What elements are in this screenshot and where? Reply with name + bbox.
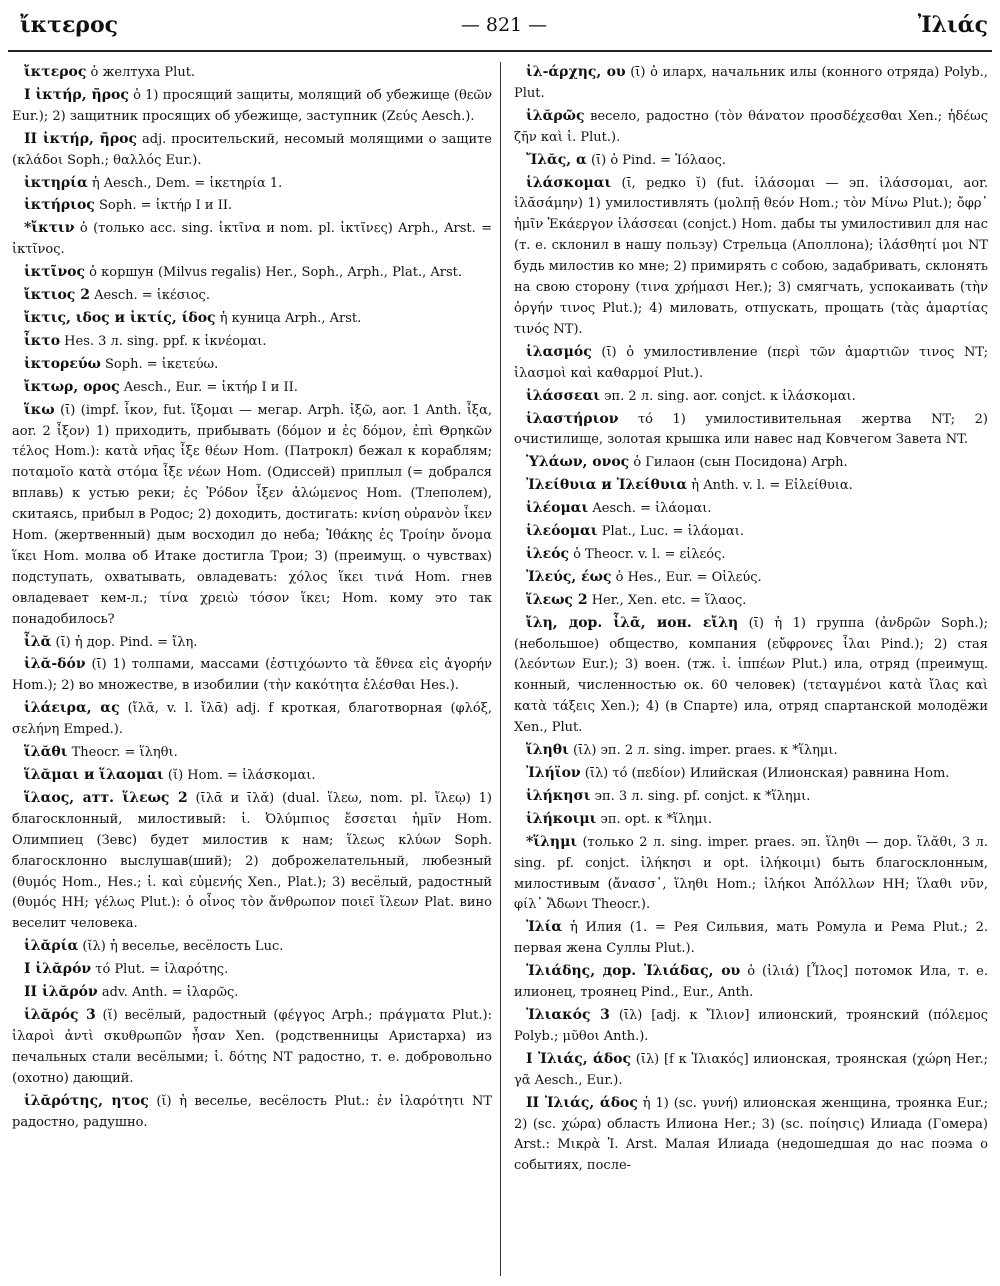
entry-headword: ἱλήκησι: [526, 787, 591, 804]
entry-definition: (ῑλ) эп. 2 л. sing. imper. praes. к *ἵλημι.: [568, 743, 838, 759]
dictionary-entry: [12, 1091, 492, 1134]
dictionary-entry: [12, 129, 492, 172]
entry-headword: ἴλη, дор. ἶλᾱ, ион. εἴλη: [526, 614, 739, 631]
entry-headword: ἰλᾰ-δόν: [24, 656, 86, 673]
entry-definition: (ῐ) ἡ веселье, весёлость Plut.: ἐν ἱλαρότητι NT радостно, радушно.: [12, 1093, 492, 1130]
entry-definition: Hes. 3 л. sing. ppf. к ἱκνέομαι.: [60, 333, 267, 349]
dictionary-entry: [514, 740, 988, 762]
entry-headword: ἴκτωρ, ορος: [24, 378, 120, 395]
entry-definition: (ῑλ) τό (πεδίον) Илийская (Илионская) равнина Hom.: [580, 766, 950, 781]
entry-headword: Ὑλάων, ονος: [526, 454, 630, 471]
entry-definition: ὁ коршун (Milvus regalis) Her., Soph., Arph., Plat., Arst.: [85, 265, 462, 281]
entry-headword: Ἰλήϊον: [526, 765, 581, 781]
dictionary-entry: [12, 285, 492, 307]
entry-definition: (ῑ) ὁ иларх, начальник илы (конного отряда) Polyb., Plut.: [514, 65, 988, 101]
header-right-guideword: Ἰλιάς: [917, 12, 988, 38]
dictionary-entry: [12, 1005, 492, 1090]
entry-definition: ὁ Hes., Eur. = Οἰλεύς.: [611, 569, 762, 585]
entry-headword: ἱλέομαι: [526, 500, 589, 517]
entry-definition: (ῑλ) [f к Ἰλιακός] илионская, троянская (χώρη Her.; γᾶ Aesch., Eur.).: [514, 1051, 988, 1088]
entry-headword: Ἰλείθυια и Ἰλείθυια: [526, 477, 688, 494]
entry-definition: τό Plut. = ἱλαρότης.: [91, 962, 229, 978]
dictionary-entry: [12, 936, 492, 958]
dictionary-entry: [514, 452, 988, 474]
entry-definition: Aesch., Eur. = ἰκτήρ I и II.: [119, 379, 298, 395]
entry-definition: эп. 2 л. sing. aor. conjct. к ἱλάσκομαι.: [600, 388, 856, 404]
entry-headword: *ἵλημι: [526, 833, 578, 850]
entry-headword: ἰκτῖνος: [24, 264, 86, 281]
entry-definition: Her., Xen. etc. = ἵλαος.: [587, 592, 747, 608]
dictionary-entry: [514, 342, 988, 385]
dictionary-entry: [514, 1049, 988, 1092]
entry-headword: I ἱλᾰρόν: [24, 961, 92, 978]
entry-headword: ἱλάειρα, ας: [24, 700, 120, 717]
dictionary-entry: [514, 62, 988, 105]
entry-definition: эп. opt. к *ἵλημι.: [596, 811, 712, 827]
entry-definition: (ῑλᾱ и ῑλᾰ) (dual. ἵλεω, nom. pl. ἵλεῳ) 1) благосклонный, милостивый: ἰ. Ὀλύμπιος ἔσσεται ἡμῖν Hom. Олимпиец (Зевс) будет милостив к нам; ἵλεως κλύων Soph. благосклонно выслушав(ший); 2) доброжелательный, любезный (θυμός Hom., Hes.; ἰ. καὶ εὐμενής Xen., Plat.); 3) весёлый, радостный (θυμός HH; γέλως Plut.): ὁ οἶνος τὸν ἄνθρωπον ποιεῖ ἵλεων Plat. вино веселит человека.: [12, 790, 492, 932]
dictionary-entry: [12, 698, 492, 741]
dictionary-entry: [12, 308, 492, 330]
dictionary-entry: [514, 521, 988, 543]
dictionary-entry: [514, 409, 988, 452]
entry-headword: ἰκτήριος: [24, 197, 95, 214]
entry-headword: Ἰλεύς, έως: [526, 568, 612, 585]
entry-definition: Plat., Luc. = ἱλάομαι.: [597, 524, 744, 540]
entry-headword: ἱλάσσεαι: [526, 387, 601, 404]
entry-definition: (ῑ) (impf. ἶκον, fut. ἵξομαι — мегар. Arph. ἰξῶ, aor. 1 Anth. ἶξα, aor. 2 ἶξον) 1) приходить, прибывать (δόμον и ἐς δόμον, ἐπὶ Θρηκῶν τέλος Hom.): κατὰ νῆας ἶξε θέων Hom. (Патрокл) бежал к кораблям; ποταμοῖο κατὰ στόμα ἶξε νέων Hom. (Одиссей) приплыл (= добрался вплавь) к устью реки; ἐς Ῥόδον ἶξεν ἀλώμενος Hom. (Тлеполем), скитаясь, прибыл в Родос; 2) доходить, достигать: κνίση οὐρανὸν ἷκεν Hom. (жертвенный) дым восходил до неба; Ἰθάκης ἐς Τροίην ὄνομα ἵκει Hom. молва об Итаке достигла Трои; 3) (преимущ. о чувствах) подступать, охватывать, овладевать: χόλος ἵκει τινά Hom. гнев овладевает кем-л.; τίνα χρειὼ τόσον ἵκει; Hom. кому это так понадобилось?: [12, 402, 492, 627]
entry-definition: (ῑλ) [adj. к Ἴλιον] илионский, троянский (πόλεμος Polyb.; μῦθοι Anth.).: [514, 1007, 988, 1044]
entry-definition: ὁ (ἰλιά) [Ἶλος] потомок Ила, т. е. илионец, троянец Pind., Eur., Anth.: [514, 964, 988, 1001]
entry-headword: ἵλεως 2: [526, 591, 588, 608]
entry-definition: Soph. = ἰκτήρ I и II.: [94, 198, 233, 214]
entry-definition: ὁ Гилаон (сын Посидона) Arph.: [629, 455, 848, 471]
entry-headword: ἱλᾰρία: [24, 938, 79, 955]
dictionary-entry: [12, 788, 492, 935]
dictionary-entry: [12, 62, 492, 84]
entry-definition: (ῑ) ἡ дор. Pind. = ἴλη.: [51, 634, 198, 650]
entry-headword: ἵληθι: [526, 742, 569, 759]
entry-definition: ὁ (только acc. sing. ἰκτῖνα и nom. pl. ἰκτῖνες) Arph., Arst. = ἰκτῖνος.: [12, 221, 492, 258]
dictionary-entry: [12, 85, 492, 128]
dictionary-entry: [514, 1005, 988, 1048]
entry-definition: Aesch. = ἱκέσιος.: [89, 288, 210, 304]
dictionary-entry: [12, 742, 492, 764]
dictionary-entry: [12, 982, 492, 1004]
entry-definition: (ῐλ) ἡ веселье, весёлость Luc.: [78, 939, 284, 955]
entry-headword: ἴκτερος: [24, 64, 87, 80]
entry-headword: ἱλαστήριον: [526, 410, 619, 427]
dictionary-entry: [514, 786, 988, 808]
dictionary-entry: [12, 959, 492, 981]
entry-definition: Aesch. = ἱλάομαι.: [588, 501, 712, 517]
entry-headword: ἱλᾰρός 3: [24, 1006, 96, 1023]
entry-headword: Ἰλιακός 3: [526, 1006, 610, 1023]
header-rule: [8, 50, 992, 52]
entry-headword: ἶλᾰ: [24, 633, 52, 650]
dictionary-entry: [514, 1093, 988, 1178]
dictionary-entry: [12, 173, 492, 195]
entry-definition: ὁ 1) просящий защиты, молящий об убежище (θεῶν Eur.); 2) защитник просящих об убежище, заступник (Ζεύς Aesch.).: [12, 87, 492, 124]
dictionary-entry: [12, 400, 492, 631]
entry-definition: (ἴλᾰ, v. l. ἴλᾱ) adj. f кроткая, благотворная (φλόξ, σελήνη Emped.).: [12, 701, 492, 738]
entry-headword: ἱλασμός: [526, 343, 592, 360]
page-number: — 821 —: [460, 14, 548, 36]
entry-definition: τό 1) умилостивительная жертва NT; 2) очистилище, золотая крышка или навес над Ковчегом Завета NT.: [514, 411, 988, 448]
entry-headword: II ἰκτήρ, ῆρος: [24, 130, 138, 147]
entry-headword: I Ἰλιάς, άδος: [526, 1050, 632, 1067]
entry-headword: ἱλᾰρῶς: [526, 107, 585, 124]
entry-definition: adv. Anth. = ἱλαρῶς.: [97, 985, 239, 1001]
dictionary-entry: [514, 590, 988, 612]
entry-definition: эп. 3 л. sing. pf. conjct. к *ἵλημι.: [590, 788, 811, 804]
dictionary-entry: [12, 262, 492, 284]
dictionary-entry: [514, 498, 988, 520]
dictionary-entry: [514, 173, 988, 341]
entry-definition: ὁ Theocr. v. l. = εἰλεός.: [568, 546, 726, 562]
dictionary-entry: [514, 613, 988, 739]
dictionary-entry: [12, 354, 492, 376]
entry-definition: Theocr. = ἵληθι.: [67, 745, 178, 761]
entry-definition: ὁ желтуха Plut.: [86, 65, 196, 80]
entry-headword: ἰκτορεύω: [24, 355, 101, 372]
entry-headword: ἵλᾰθι: [24, 744, 68, 761]
entry-definition: (ῑ) ὁ Pind. = Ἰόλαος.: [586, 152, 727, 168]
dictionary-entry: [514, 106, 988, 149]
entry-headword: ἴκτις, ιδος и ἰκτίς, ίδος: [24, 309, 216, 326]
entry-headword: ἵλᾰμαι и ἵλαομαι: [24, 767, 164, 783]
entry-definition: (ῐ) весёлый, радостный (φέγγος Arph.; πράγματα Plut.): ἱλαροὶ ἀντὶ σκυθρωπῶν ἦσαν Xen. (родственницы Аристарха) из печальных стали весёлыми; ἱ. δότης NT радостно, т. е. добровольно (охотно) дающий.: [12, 1007, 492, 1086]
dictionary-entry: [12, 632, 492, 654]
entry-headword: ἱλᾰρότης, ητος: [24, 1092, 149, 1109]
entry-headword: ἵλαος, атт. ἵλεως 2: [24, 789, 188, 806]
entry-headword: ἱλήκοιμι: [526, 810, 597, 827]
dictionary-entry: [12, 765, 492, 787]
entry-headword: Ἰλιάδης, дор. Ἰλιάδας, ου: [526, 963, 741, 980]
entry-headword: ἵκω: [24, 401, 55, 418]
entry-definition: (только 2 л. sing. imper. praes. эп. ἵληθι — дор. ἵλᾰθι, 3 л. sing. pf. conjct. ἱλήκησι и opt. ἱλήκοιμι) быть благосклонным, милостивым (ἄνασσ᾽, ἵληθι Hom.; ἱλήκοι Ἀπόλλων HH; ἵλαθι νῦν, φίλ᾽ Ἄδωνι Theocr.).: [514, 834, 988, 913]
dictionary-entry: [514, 832, 988, 917]
dictionary-entry: [12, 218, 492, 261]
entry-headword: II ἱλᾰρόν: [24, 984, 98, 1001]
entry-headword: ἰλ-άρχης, ου: [526, 64, 626, 80]
entry-definition: ἡ Aesch., Dem. = ἱκετηρία 1.: [87, 175, 283, 191]
entry-definition: (ῑ) 1) толпами, массами (ἐστιχόωντο τὰ ἔθνεα εἰς ἀγορήν Hom.); 2) во множестве, в изобилии (τὴν κακότητα ἑλέσθαι Hes.).: [12, 657, 492, 694]
dictionary-entry: [12, 654, 492, 697]
entry-headword: II Ἰλιάς, άδος: [526, 1094, 638, 1111]
dictionary-entry: [514, 386, 988, 408]
entry-headword: I ἰκτήρ, ῆρος: [24, 86, 129, 103]
dictionary-entry: [514, 917, 988, 960]
entry-definition: ἡ куница Arph., Arst.: [215, 310, 362, 326]
dictionary-entry: [514, 150, 988, 172]
entry-definition: ἡ Anth. v. l. = Εἰλείθυια.: [687, 478, 853, 494]
column-divider: [500, 62, 501, 1276]
dictionary-entry: [514, 809, 988, 831]
left-column: [12, 62, 492, 1286]
entry-headword: ἱλάσκομαι: [526, 174, 612, 191]
entry-headword: ἱλεός: [526, 545, 569, 562]
entry-definition: adj. просительский, несомый молящими о защите (κλάδοι Soph.; θαλλός Eur.).: [12, 131, 492, 168]
dictionary-entry: [514, 475, 988, 497]
page-header: [20, 12, 988, 42]
entry-definition: (ῐ) Hom. = ἱλάσκομαι.: [163, 768, 316, 783]
right-column: [514, 62, 988, 1286]
entry-definition: (ῑ) ἡ 1) группа (ἀνδρῶν Soph.); (небольшое) общество, компания (εὔφρονες ἶλαι Pind.); 2) стая (λεόντων Eur.); 3) воен. (тж. ἰ. ἱππέων Plut.) ила, отряд (преимущ. конный, численностью ок. 60 человек) (τεταγμένοι κατὰ ἴλας καὶ κατὰ τάξεις Xen.); 4) (в Спарте) ила, отряд спартанской молодёжи Xen., Plut.: [514, 615, 988, 736]
entry-definition: весело, радостно (τὸν θάνατον προσδέχεσθαι Xen.; ἡδέως ζῆν καὶ ἱ. Plut.).: [514, 108, 988, 145]
entry-headword: ἴκτιος 2: [24, 287, 90, 304]
entry-definition: (ῑ, редко ῐ) (fut. ἱλάσομαι — эп. ἱλάσσομαι, aor. ἱλᾰσάμην) 1) умилостивлять (μολπῇ θεόν Hom.; τὸν Μίνω Plut.); ὄφρ᾽ ἡμῖν Ἑκάεργον ἱλάσσεαι (conjct.) Hom. дабы ты умилостивил для нас (т. е. склонил в нашу пользу) Стрельца (Аполлона); ἱλάσθητί μοι NT будь милостив ко мне; 2) примирять с собою, задабривать, склонять на свою сторону (τινα χρήμασι Her.); 3) смягчать, успокаивать (τὴν ὀργήν τινος Plut.); 4) миловать, отпускать, прощать (τὰς ἁμαρτίας τινός NT).: [514, 175, 988, 337]
dictionary-entry: [514, 961, 988, 1004]
dictionary-entry: [514, 544, 988, 566]
dictionary-entry: [12, 377, 492, 399]
entry-definition: ἡ 1) (sc. γυνή) илионская женщина, троянка Eur.; 2) (sc. χώρα) область Илиона Her.; 3) (sc. ποίησις) Илиада (Гомера) Arst.: Μικρὰ Ἰ. Arst. Малая Илиада (недошедшая до нас поэма о событиях, после-: [514, 1095, 988, 1174]
entry-definition: Soph. = ἱκετεύω.: [100, 356, 219, 372]
entry-headword: ἰκτηρία: [24, 174, 88, 191]
header-left-guideword: ἴκτερος: [20, 12, 119, 38]
dictionary-entry: [514, 763, 988, 785]
dictionary-entry: [12, 331, 492, 353]
entry-headword: ἱλεόομαι: [526, 523, 598, 540]
entry-headword: Ἰλία: [526, 919, 563, 936]
entry-headword: Ἴλᾰς, α: [526, 151, 587, 168]
dictionary-entry: [12, 195, 492, 217]
entry-definition: (ῑ) ὁ умилостивление (περὶ τῶν ἁμαρτιῶν τινος NT; ἱλασμοὶ καὶ καθαρμοί Plut.).: [514, 344, 988, 381]
entry-definition: ἡ Илия (1. = Рея Сильвия, мать Ромула и Рема Plut.; 2. первая жена Суллы Plut.).: [514, 920, 988, 957]
entry-headword: ἶκτο: [24, 332, 61, 349]
dictionary-entry: [514, 567, 988, 589]
entry-headword: *ἴκτιν: [24, 220, 75, 237]
